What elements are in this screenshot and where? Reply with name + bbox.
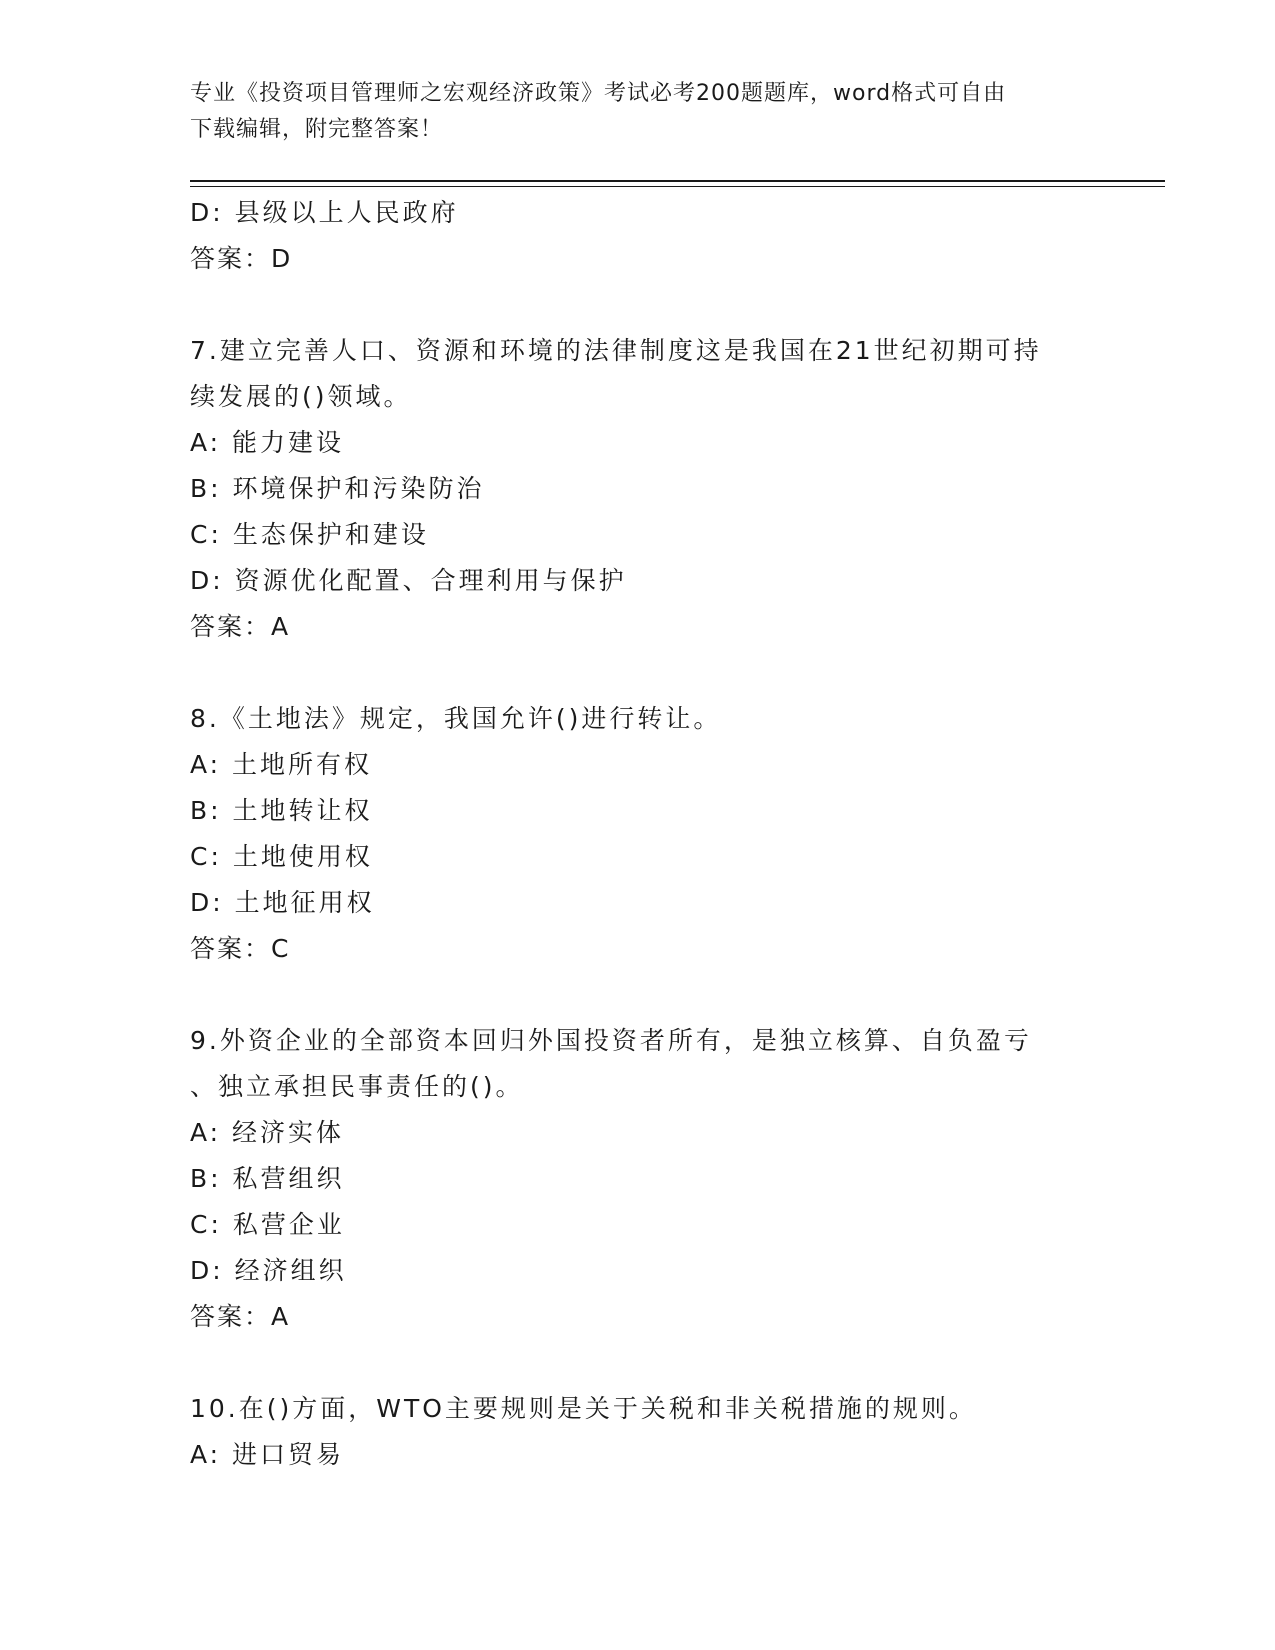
carryover-block <box>190 190 1110 282</box>
header-line-2: 下载编辑，附完整答案！ <box>190 117 444 142</box>
question-stem-line: 、独立承担民事责任的()。 <box>190 1072 524 1101</box>
question-8 <box>190 696 1110 972</box>
option-b: B: 私营组织 <box>190 1164 345 1193</box>
answer: 答案：D <box>190 244 293 273</box>
question-stem-line: 8.《土地法》规定，我国允许()进行转让。 <box>190 704 722 733</box>
option-b: B: 环境保护和污染防治 <box>190 474 485 503</box>
answer: 答案：A <box>190 612 291 641</box>
option-c: C: 生态保护和建设 <box>190 520 429 549</box>
option-a: A: 土地所有权 <box>190 750 373 779</box>
option-b: B: 土地转让权 <box>190 796 373 825</box>
option-a: A: 经济实体 <box>190 1118 345 1147</box>
question-stem-line: 7.建立完善人口、资源和环境的法律制度这是我国在21世纪初期可持 <box>190 336 1042 365</box>
option-a: A: 进口贸易 <box>190 1440 345 1469</box>
question-list <box>190 190 1110 1478</box>
answer: 答案：A <box>190 1302 291 1331</box>
option-d: D: 县级以上人民政府 <box>190 198 459 227</box>
header-divider-thick <box>190 180 1165 182</box>
option-d: D: 经济组织 <box>190 1256 347 1285</box>
option-d: D: 土地征用权 <box>190 888 375 917</box>
option-a: A: 能力建设 <box>190 428 345 457</box>
question-7 <box>190 328 1110 650</box>
answer: 答案：C <box>190 934 291 963</box>
question-9 <box>190 1018 1110 1340</box>
question-10 <box>190 1386 1110 1478</box>
question-stem-line: 9.外资企业的全部资本回归外国投资者所有，是独立核算、自负盈亏 <box>190 1026 1032 1055</box>
option-c: C: 私营企业 <box>190 1210 345 1239</box>
header-divider-thin <box>190 186 1165 187</box>
option-c: C: 土地使用权 <box>190 842 373 871</box>
question-stem-line: 续发展的()领域。 <box>190 382 412 411</box>
question-stem-line: 10.在()方面，WTO主要规则是关于关税和非关税措施的规则。 <box>190 1394 977 1423</box>
document-header <box>190 76 1090 148</box>
header-line-1: 专业《投资项目管理师之宏观经济政策》考试必考200题题库，word格式可自由 <box>190 81 1007 106</box>
option-d: D: 资源优化配置、合理利用与保护 <box>190 566 627 595</box>
